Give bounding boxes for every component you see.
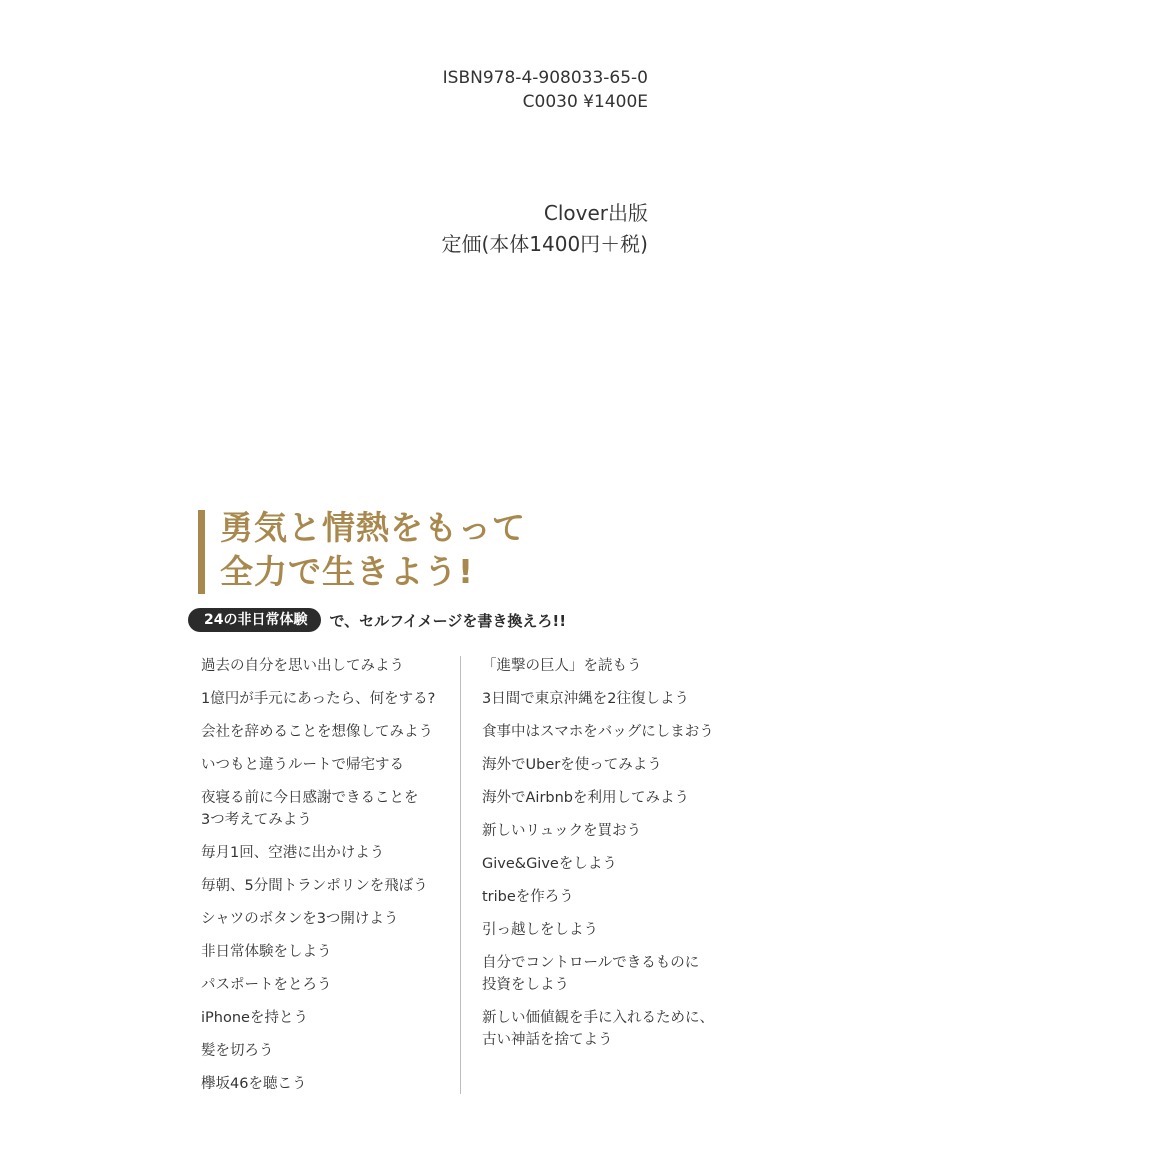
list-item: 食事中はスマホをバッグにしまおう [482, 724, 714, 740]
list-item: Give&Giveをしよう [482, 856, 617, 872]
list-item: 海外でUberを使ってみよう [482, 757, 662, 773]
experience-list-right [482, 655, 752, 1051]
isbn-code: ISBN978-4-908033-65-0 [442, 68, 648, 88]
list-item: 欅坂46を聴こう [201, 1076, 307, 1092]
experience-list-left [201, 655, 451, 1095]
list-item: 「進撃の巨人」を読もう [482, 658, 642, 674]
list-item: 夜寝る前に今日感謝できることを 3つ考えてみよう [201, 790, 419, 828]
list-item: いつもと違うルートで帰宅する [201, 757, 404, 773]
list-item: 非日常体験をしよう [201, 944, 332, 960]
price-label: 定価(本体1400円＋税) [441, 232, 648, 256]
headline-line-2: 全力で生きよう! [220, 552, 475, 591]
list-item: 新しいリュックを買おう [482, 823, 642, 839]
list-item: 毎月1回、空港に出かけよう [201, 845, 385, 861]
tagline [188, 606, 566, 634]
list-item: 過去の自分を思い出してみよう [201, 658, 404, 674]
list-item: iPhoneを持とう [201, 1010, 308, 1026]
publisher-block [330, 198, 648, 260]
tagline-text: で、セルフイメージを書き換えろ!! [329, 611, 567, 630]
list-item: 自分でコントロールできるものに 投資をしよう [482, 955, 700, 993]
column-divider [460, 656, 461, 1094]
list-item: 新しい価値観を手に入れるために、 古い神話を捨てよう [482, 1010, 714, 1048]
headline [220, 506, 526, 594]
list-item: 毎朝、5分間トランポリンを飛ぼう [201, 878, 428, 894]
list-item: 1億円が手元にあったら、何をする? [201, 691, 436, 707]
publisher-name: Clover出版 [543, 201, 648, 225]
classification-code: C0030 ¥1400E [522, 92, 648, 112]
tagline-pill: 24の非日常体験 [188, 608, 321, 632]
headline-section [198, 506, 798, 596]
headline-line-1: 勇気と情熱をもって [220, 508, 526, 547]
headline-accent-bar [198, 510, 205, 594]
list-item: 会社を辞めることを想像してみよう [201, 724, 433, 740]
list-item: 3日間で東京沖縄を2往復しよう [482, 691, 689, 707]
list-item: パスポートをとろう [201, 977, 332, 993]
list-item: シャツのボタンを3つ開けよう [201, 911, 399, 927]
list-item: 髪を切ろう [201, 1043, 274, 1059]
isbn-block [380, 66, 648, 114]
list-item: 海外でAirbnbを利用してみよう [482, 790, 690, 806]
list-item: 引っ越しをしよう [482, 922, 598, 938]
list-item: tribeを作ろう [482, 889, 574, 905]
